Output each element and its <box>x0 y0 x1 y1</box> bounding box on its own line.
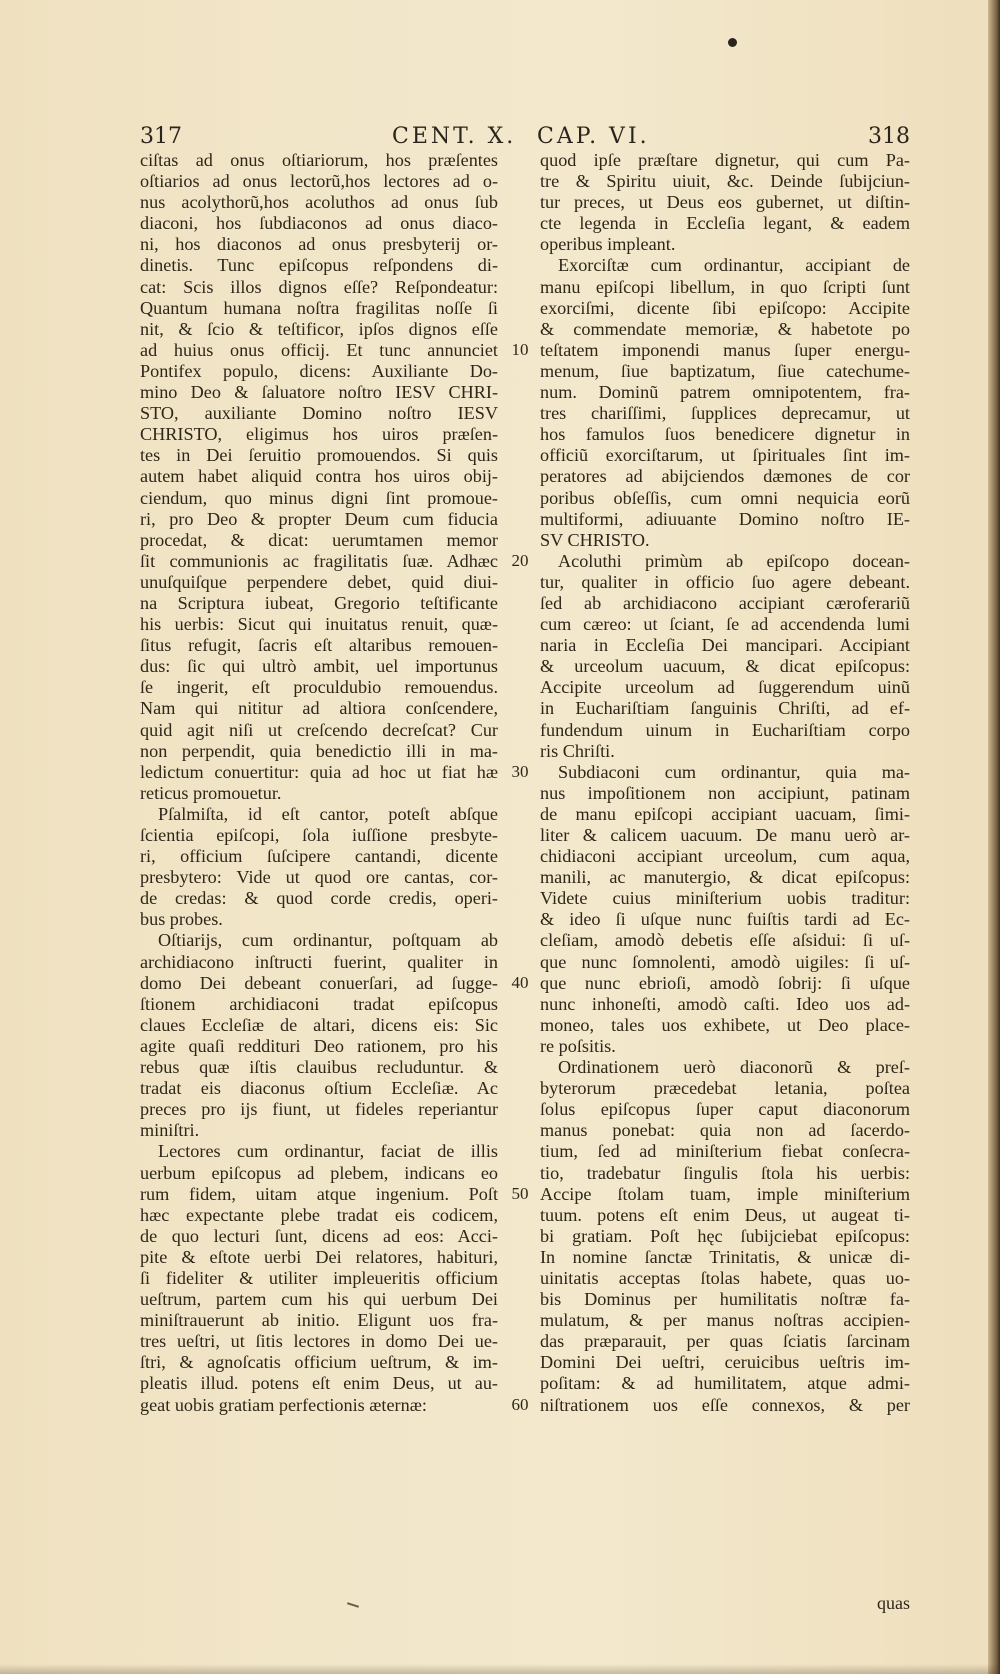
text-line: archidiacono inſtructi fuerint, qualiter in <box>140 951 498 972</box>
text-line: & urceolum uacuum, & dicat epiſcopus: <box>540 656 910 677</box>
text-line: tres chariſſimi, ſupplices deprecamur, ut <box>540 403 910 424</box>
text-line: Exorciſtæ cum ordinantur, accipiant de <box>558 255 910 276</box>
left-page-number: 317 <box>140 124 182 149</box>
line-number: 40 <box>511 972 529 992</box>
text-line: mulatum, & per manus noſtras accipien- <box>540 1310 910 1331</box>
text-line: Nam qui nititur ad altiora conſcendere, <box>140 698 498 719</box>
text-line: nus acolythorũ,hos acoluthos ad onus ſub <box>140 192 498 213</box>
text-line: STO, auxiliante Domino noſtro IESV <box>140 403 498 424</box>
text-line: das præparauit, per quas ſciatis ſarcinam <box>540 1331 910 1352</box>
text-line: ſcientia epiſcopi, ſola iuſſione presbyte- <box>140 825 498 845</box>
text-line: ſtri, & agnoſcatis officium ueſtrum, & im- <box>140 1352 498 1373</box>
text-line: naria in Eccleſia Dei mancipari. Accipiant <box>540 635 910 656</box>
text-line: liter & calicem uacuum. De manu uerò ar- <box>540 825 910 845</box>
text-line: rum fidem, uitam atque ingenium. Poſt <box>140 1183 498 1204</box>
text-line: moneo, tales uos exhibete, ut Deo place- <box>540 1014 910 1035</box>
text-line: quod ipſe præſtare dignetur, qui cum Pa- <box>540 150 910 170</box>
text-line: tio, tradebatur ſingulis ſtola his uerbis: <box>540 1162 910 1183</box>
text-line: poribus obſeſſis, cum omni nequicia eorũ <box>540 487 910 508</box>
text-line: preces pro ijs fiunt, ut fideles reperiantur <box>140 1099 498 1120</box>
right-page-number: 318 <box>868 124 910 149</box>
text-line: Acoluthi primùm ab epiſcopo docean- <box>558 550 910 571</box>
line-number: 20 <box>511 550 529 570</box>
text-line: CHRISTO, eligimus hos uiros præſen- <box>140 424 498 445</box>
text-line: oſtiarios ad onus lectorũ,hos lectores ad o- <box>140 171 498 192</box>
text-line: cleſiam, amodò debetis eſſe aſsidui: ſi uſ- <box>540 930 910 951</box>
line-number: 30 <box>511 761 529 781</box>
text-line: Ordinationem uerò diaconorũ & preſ- <box>558 1057 910 1078</box>
text-line: na Scriptura iubeat, Gregorio teſtificante <box>140 592 498 613</box>
text-line: presbytero: Vide ut quod ore cantas, cor- <box>140 867 498 888</box>
text-line: que nunc ebrioſi, amodò ſobrij: ſi uſque <box>540 972 910 993</box>
page-edge <box>988 0 1000 1674</box>
text-line: quid agit niſi ut creſcendo decreſcat? Cur <box>140 719 498 740</box>
text-line: rebus quæ iſtis clauibus recluduntur. & <box>140 1057 498 1078</box>
text-line: poſitam: & ad humilitatem, atque admi- <box>540 1373 910 1394</box>
catchword: quas <box>877 1593 910 1613</box>
caput-title: CAP. VI. <box>537 124 650 149</box>
right-text-column <box>540 150 910 1416</box>
text-line: diaconi, hos ſubdiaconos ad onus diaco- <box>140 213 498 234</box>
text-line: manili, ac manutergio, & dicat epiſcopus: <box>540 867 910 888</box>
text-line: nus impoſitionem non accipiunt, patinam <box>540 782 910 803</box>
text-line: de manu epiſcopi accipiant uacuam, ſimi- <box>540 803 910 824</box>
text-line: manu epiſcopi libellum, in quo ſcripti ſunt <box>540 276 910 297</box>
text-line: fundendum uinum in Euchariſtiam corpo <box>540 719 910 740</box>
text-line: dus: ſic qui ultrò ambit, uel importunus <box>140 656 498 677</box>
page-shadow <box>0 1664 1000 1674</box>
line-number: 60 <box>511 1394 529 1414</box>
line-number: 50 <box>511 1183 529 1203</box>
text-line: ciſtas ad onus oſtiariorum, hos præſentes <box>140 150 498 170</box>
text-line: ſe ingerit, eſt proculdubio remouendus. <box>140 677 498 698</box>
text-line: byterorum præcedebat letania, poſtea <box>540 1078 910 1099</box>
text-line: Subdiaconi cum ordinantur, quia ma- <box>558 761 910 782</box>
text-line: non perpendit, quia benedictio illi in ma- <box>140 740 498 761</box>
text-line: autem habet aliquid contra hos uiros obij- <box>140 466 498 487</box>
text-line: teſtatem imponendi manus ſuper energu- <box>540 339 910 360</box>
text-line: SV CHRISTO. <box>540 529 650 550</box>
text-line: re poſsitis. <box>540 1035 616 1056</box>
text-line: operibus impleant. <box>540 234 676 255</box>
line-number: 10 <box>511 339 529 359</box>
text-line: his uerbis: Sicut qui inuitatus renuit, quæ- <box>140 614 498 635</box>
left-text-column <box>140 150 498 1416</box>
text-line: ni, hos diaconos ad onus presbyterij or- <box>140 234 498 255</box>
text-line: In nomine ſanctæ Trinitatis, & unicæ di- <box>540 1246 910 1267</box>
text-line: ri, officium ſuſcipere cantandi, dicente <box>140 846 498 867</box>
text-line: Oſtiarijs, cum ordinantur, poſtquam ab <box>158 930 498 951</box>
text-line: manus ponebat: quia non ad ſacerdo- <box>540 1120 910 1141</box>
text-line: tur preces, ut Deus eos gubernet, ut diſtin- <box>540 192 910 213</box>
text-line: geat uobis gratiam perfectionis æternæ: <box>140 1394 427 1415</box>
text-line: tres ueſtri, ut ſitis lectores in domo Dei ue- <box>140 1331 498 1352</box>
ink-spot <box>728 38 737 47</box>
text-line: ſolus epiſcopus ſuper caput diaconorum <box>540 1099 910 1120</box>
text-line: tradat eis diaconus oſtium Eccleſiæ. Ac <box>140 1078 498 1099</box>
text-line: num. Dominũ patrem omnipotentem, fra- <box>540 382 910 403</box>
text-line: Accipe ſtolam tuam, imple miniſterium <box>540 1183 910 1204</box>
text-line: cum cæreo: ut ſciant, ſe ad accendenda lumi <box>540 614 910 635</box>
text-line: ris Chriſti. <box>540 740 615 761</box>
text-line: ſit communionis ac fragilitatis ſuæ. Adhæc <box>140 550 498 571</box>
text-line: ſed ab archidiacono accipiant cæroferariũ <box>540 592 910 613</box>
text-line: ſi fideliter & utiliter impleueritis officium <box>140 1267 498 1288</box>
text-line: nit, & ſcio & teſtificor, ipſos dignos eſſe <box>140 318 498 339</box>
text-line: menum, ſiue baptizatum, ſiue catechume- <box>540 360 910 381</box>
text-line: ledictum conuertitur: quia ad hoc ut fiat hæ <box>140 761 498 782</box>
text-line: in Euchariſtiam ſanguinis Chriſti, ad ef- <box>540 698 910 719</box>
text-line: niſtrationem uos eſſe connexos, & per <box>540 1394 910 1415</box>
text-line: de credas: & quod corde credis, operi- <box>140 888 498 909</box>
text-line: pleatis illud. potens eſt enim Deus, ut au- <box>140 1373 498 1394</box>
text-line: uerbum epiſcopus ad plebem, indicans eo <box>140 1162 498 1183</box>
text-line: nunc inhoneſti, amodò caſti. Ideo uos ad- <box>540 993 910 1014</box>
text-line: tur, qualiter in officio ſuo agere debeant. <box>540 571 910 592</box>
text-line: ſitus refugit, ſacris eſt altaribus remouen- <box>140 635 498 656</box>
text-line: multiformi, adiuuante Domino noſtro IE- <box>540 508 910 529</box>
text-line: reticus promouetur. <box>140 782 282 803</box>
text-line: Domini Dei ueſtri, ceruicibus ueſtris im- <box>540 1352 910 1373</box>
text-line: tre & Spiritu uiuit, &c. Deinde ſubijciun- <box>540 171 910 192</box>
text-line: agite quaſi reddituri Deo rationem, pro his <box>140 1035 498 1056</box>
text-line: & commendate memoriæ, & habetote po <box>540 318 910 339</box>
text-line: de quo lecturi ſunt, dicens ad eos: Acci- <box>140 1225 498 1246</box>
text-line: & ideo ſi uſque nunc fuiſtis tardi ad Ec- <box>540 909 910 930</box>
text-line: cat: Scis illos dignos eſſe? Reſpondeatur: <box>140 276 498 297</box>
text-line: tuum. potens eſt enim Deus, ut augeat ti- <box>540 1204 910 1225</box>
text-line: officiũ exorciſtarum, ut ſpirituales ſint im- <box>540 445 910 466</box>
text-line: Accipite urceolum ad ſuggerendum uinũ <box>540 677 910 698</box>
text-line: ueſtrum, partem cum his qui uerbum Dei <box>140 1289 498 1310</box>
text-line: unuſquiſque perpendere debet, quid diui- <box>140 571 498 592</box>
text-line: bus probes. <box>140 909 223 930</box>
text-line: domo Dei debeant conuerſari, ad ſugge- <box>140 972 498 993</box>
text-line: bi gratiam. Poſt hęc ſubijciebat epiſcopus: <box>540 1225 910 1246</box>
text-line: ad huius onus officij. Et tunc annunciet <box>140 339 498 360</box>
text-line: peratores ad abijciendos dæmones de cor <box>540 466 910 487</box>
text-line: pite & eſtote uerbi Dei relatores, habituri, <box>140 1246 498 1267</box>
text-line: cte legenda in Eccleſia legant, & eadem <box>540 213 910 234</box>
text-line: ri, pro Deo & propter Deum cum fiducia <box>140 508 498 529</box>
text-line: tium, ſed ad miniſterium fiebat conſecra- <box>540 1141 910 1162</box>
text-line: procedat, & dicat: uerumtamen memor <box>140 529 498 550</box>
text-line: exorciſmi, dicente ſibi epiſcopo: Accipite <box>540 297 910 318</box>
stray-mark <box>347 1602 359 1608</box>
centuria-title: CENT. X. <box>392 124 517 149</box>
text-line: hos famulos ſuos benedicere dignetur in <box>540 424 910 445</box>
text-line: chidiaconi accipiant urceolum, cum aqua, <box>540 846 910 867</box>
text-line: dinetis. Tunc epiſcopus reſpondens di- <box>140 255 498 276</box>
text-line: miniſtrauerunt ab initio. Eligunt uos fra- <box>140 1310 498 1331</box>
text-line: claues Eccleſiæ de altari, dicens eis: Sic <box>140 1014 498 1035</box>
text-line: bis Dominus per humilitatis noſtræ fa- <box>540 1289 910 1310</box>
text-line: ſtionem archidiaconi tradat epiſcopus <box>140 993 498 1014</box>
text-line: que nunc ſomnolenti, amodò uigiles: ſi uſ- <box>540 951 910 972</box>
text-line: Lectores cum ordinantur, faciat de illis <box>158 1141 498 1162</box>
text-line: tes in Dei ſeruitio promouendos. Si quis <box>140 445 498 466</box>
text-line: miniſtri. <box>140 1120 200 1141</box>
text-line: uinitatis acceptas ſtolas habete, quas uo- <box>540 1267 910 1288</box>
text-line: mino Deo & ſaluatore noſtro IESV CHRI- <box>140 382 498 403</box>
text-line: Pſalmiſta, id eſt cantor, poteſt abſque <box>158 803 498 824</box>
text-line: Pontifex populo, dicens: Auxiliante Do- <box>140 360 498 381</box>
text-line: Videte cuius miniſterium uobis traditur: <box>540 888 910 909</box>
text-line: hæc expectante plebe tradat eis codicem, <box>140 1204 498 1225</box>
text-line: ciendum, quo minus digni ſint promoue- <box>140 487 498 508</box>
text-line: Quantum humana noſtra fragilitas noſſe ſi <box>140 297 498 318</box>
